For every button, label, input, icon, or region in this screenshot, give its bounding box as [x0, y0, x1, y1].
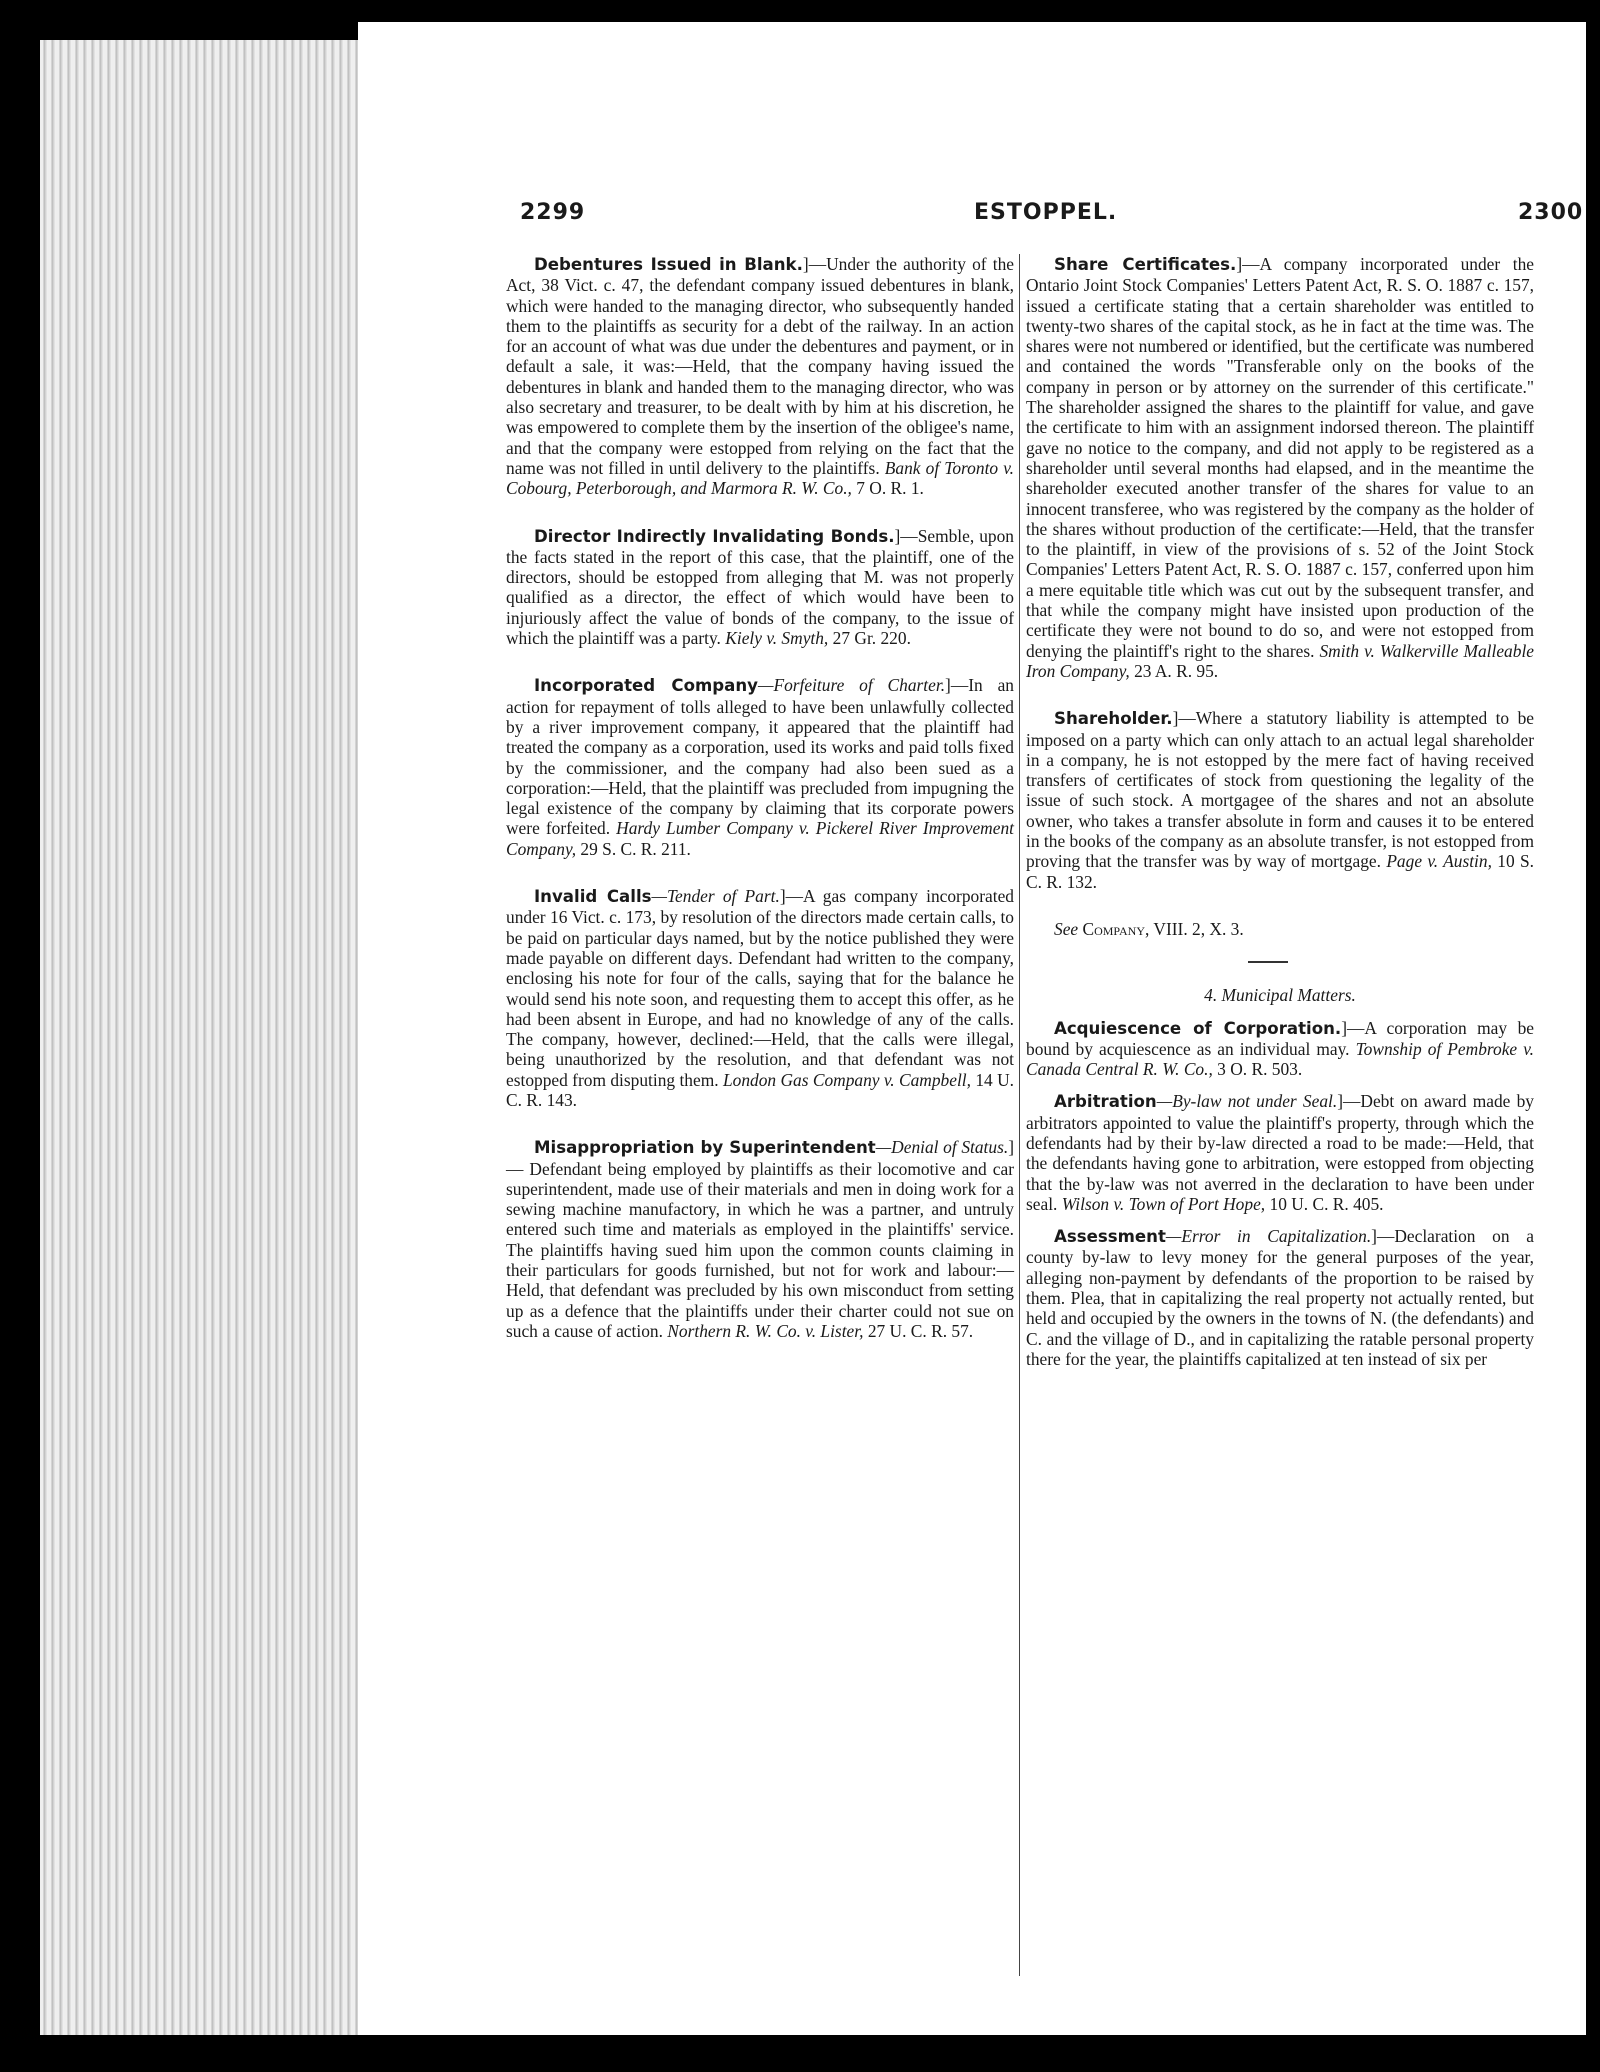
case-citation: Kiely v. Smyth,	[725, 628, 829, 649]
section-heading: 4. Municipal Matters.	[1204, 985, 1356, 1006]
report-reference: 7 O. R. 1.	[856, 478, 924, 499]
entry-title: Director Indirectly Invalidating Bonds.	[534, 526, 895, 546]
entry-title: Shareholder.	[1054, 709, 1173, 729]
entry-body: ]—Declaration on a county by-law to levy money for the general purposes of the year, alleging non-payment by defendants of the proportion to be raised by them. Plea, that in capitalizing the real property not actually rented, but held and occupied by the owners in the towns of N. (the defendants) and C. and the village of D., and in capitalizing the ratable personal property there for the year, the plaintiffs capitalized at ten instead of six per	[1026, 1226, 1534, 1369]
case-citation: Northern R. W. Co. v. Lister,	[667, 1320, 864, 1341]
case-citation: Bank of Toronto v. Cobourg, Peterborough, and Marmora R. W. Co.,	[506, 457, 1014, 499]
entry-director-bonds	[506, 526, 1014, 649]
entry-body: ]—A gas company incorporated under 16 Vict. c. 173, by resolution of the directors made certain calls, to be paid on particular days named, but by the notice published they were made payable on different days. Defendant had written to the company, enclosing his note for four of the calls, saying that for the balance he would send his note soon, and requesting them to accept this offer, as he had been absent in Europe, and had no knowledge of any of the calls. The company, however, declined:—Held, that the calls were illegal, being unauthorized by the resolution, and that defendant was not estopped from disputing them.	[506, 886, 1014, 1090]
case-citation: Page v. Austin,	[1386, 851, 1492, 872]
entry-body: ]—Debt on award made by arbitrators appointed to value the plaintiff's property, through which the defendants had by their by-law directed a road to be made:—Held, that the defendants having gone to arbitration, were estopped from objecting that the by-law was not averred in the declaration to have been under seal.	[1026, 1091, 1534, 1214]
entry-title: Invalid Calls	[534, 887, 652, 907]
right-page-number: 2300	[1518, 200, 1584, 225]
report-reference: 14 U. C. R. 143.	[506, 1069, 1015, 1110]
entry-title: Arbitration	[1054, 1092, 1157, 1112]
entry-title: Misappropriation by Superintendent	[534, 1138, 876, 1158]
see-prefix: See	[1054, 918, 1079, 939]
entry-title: Acquiescence of Corporation.	[1054, 1018, 1342, 1038]
entry-body: ]—Semble, upon the facts stated in the report of this case, that the plaintiff, one of the directors, should be estopped from alleging that M. was not properly qualified as a director, the effect of which would have been to injuriously affect the value of bonds of the company, to the issue of which the plaintiff was a party.	[506, 525, 1014, 649]
entry-body: ]—Where a statutory liability is attempted to be imposed on a party which can only attach to an actual legal shareholder in a company, he is not estopped by the mere fact of having received transfers of certificates of stock from questioning the legality of the issue of such stock. A mortgagee of the shares and not an absolute owner, who takes a transfer absolute in form and causes it to be entered in the books of the company as an absolute transfer, is not estopped from proving that the transfer was by way of mortgage.	[1026, 708, 1534, 872]
see-sections: VIII. 2, X. 3.	[1153, 918, 1244, 939]
case-citation: Wilson v. Town of Port Hope,	[1061, 1193, 1266, 1214]
column-divider	[1019, 254, 1020, 1976]
entry-assessment	[1026, 1226, 1534, 1369]
right-column	[1026, 254, 1534, 1396]
entry-body: ]—A corporation may be bound by acquiescence as an individual may.	[1026, 1017, 1534, 1059]
case-citation: Hardy Lumber Company v. Pickerel River Improvement Company,	[506, 818, 1014, 859]
report-reference: 10 S. C. R. 132.	[1026, 851, 1534, 892]
entry-subtitle: —Error in Capitalization.	[1165, 1226, 1372, 1247]
report-reference: 29 S. C. R. 211.	[580, 838, 691, 859]
report-reference: 23 A. R. 95.	[1134, 660, 1219, 681]
case-citation: Township of Pembroke v. Canada Central R. W. Co.,	[1026, 1038, 1534, 1080]
entry-shareholder	[1026, 708, 1534, 892]
case-citation: Smith v. Walkerville Malleable Iron Company,	[1026, 640, 1534, 681]
entry-body: ]—Under the authority of the Act, 38 Vict. c. 47, the defendant company issued debentures in blank, which were handed to the managing director, who subsequently handed them to the plaintiffs as security for a debt of the railway. In an action for an account of what was due under the debentures and payment, or in default a sale, it was:—Held, that the company having issued the debentures in blank and handed them to the managing director, who was also secretary and treasurer, to be dealt with by him at his discretion, he was empowered to complete them by the insertion of the obligee's name, and that the company were estopped from relying on the fact that the name was not filled in until delivery to the plaintiffs.	[506, 254, 1014, 478]
entry-subtitle: —Denial of Status.	[875, 1137, 1009, 1158]
see-also-reference	[1026, 919, 1534, 939]
report-reference: 10 U. C. R. 405.	[1269, 1193, 1384, 1214]
entry-title: Incorporated Company	[534, 676, 758, 696]
running-title: ESTOPPEL.	[974, 200, 1118, 225]
left-page-number: 2299	[520, 200, 586, 225]
report-reference: 3 O. R. 503.	[1217, 1059, 1303, 1080]
book-page-edges	[40, 40, 360, 2035]
report-reference: 27 U. C. R. 57.	[867, 1320, 974, 1341]
entry-invalid-calls	[506, 886, 1014, 1110]
left-column	[506, 254, 1014, 1368]
entry-body: ]—In an action for repayment of tolls alleged to have been unlawfully collected by a river improvement company, it appeared that the plaintiff had treated the company as a corporation, used its works and paid tolls fixed by the commissioner, and the company had also been sued as a corporation:—Held, that the plaintiff was precluded from impugning the legal existence of the company by claiming that its corporate powers were forfeited.	[506, 675, 1014, 839]
see-target: Company,	[1082, 918, 1150, 939]
entry-share-certificates	[1026, 254, 1534, 681]
entry-body: ] — Defendant being employed by plaintiffs as their locomotive and car superintendent, made use of their materials and men in doing work for a sewing machine manufactory, in which he was a partner, and untruly entered such time and materials as employed in the plaintiffs' service. The plaintiffs having sued him upon the common counts claiming in their particulars for goods furnished, but not for work and labour:—Held, that defendant was precluded by his own misconduct from setting up as a defence that the plaintiffs under their charter could not sue on such a cause of action.	[506, 1137, 1014, 1341]
entry-debentures	[506, 254, 1014, 499]
book-page	[358, 22, 1586, 2035]
entry-misappropriation	[506, 1137, 1014, 1341]
section-divider	[1248, 961, 1288, 963]
entry-body: ]—A company incorporated under the Ontario Joint Stock Companies' Letters Patent Act, R. S. O. 1887 c. 157, issued a certificate stating that a certain shareholder was entitled to twenty-two shares of the capital stock, as he in fact at the time was. The shares were not numbered or identified, but the certificate was numbered and contained the words "Transferable only on the books of the company in person or by attorney on the surrender of this certificate." The shareholder assigned the shares to the plaintiff for value, and gave the certificate to him with an assignment indorsed thereon. The plaintiff gave no notice to the company, and did not apply to be registered as a shareholder until several months had elapsed, and in the meantime the shareholder executed another transfer of the shares for value to an innocent transferee, who was registered by the company as the holder of the shares without production of the certificate:—Held, that the transfer to the plaintiff, in view of the provisions of s. 52 of the Joint Stock Companies' Letters Patent Act, R. S. O. 1887 c. 157, conferred upon him a mere equitable title which was cut out by the subsequent transfer, and that while the company might have insisted upon production of the certificate they were not bound to do so, and were not estopped from denying the plaintiff's right to the shares.	[1026, 254, 1535, 661]
case-citation: London Gas Company v. Campbell,	[722, 1069, 971, 1090]
entry-title: Share Certificates.	[1054, 255, 1237, 274]
entry-subtitle: —Forfeiture of Charter.	[758, 675, 946, 696]
report-reference: 27 Gr. 220.	[832, 628, 911, 649]
entry-acquiescence	[1026, 1018, 1534, 1080]
entry-subtitle: —By-law not under Seal.	[1156, 1091, 1338, 1112]
entry-incorporated-company	[506, 675, 1014, 859]
entry-title: Assessment	[1054, 1227, 1166, 1247]
entry-subtitle: —Tender of Part.	[651, 886, 780, 907]
entry-title: Debentures Issued in Blank.	[534, 255, 803, 274]
entry-arbitration	[1026, 1091, 1534, 1214]
